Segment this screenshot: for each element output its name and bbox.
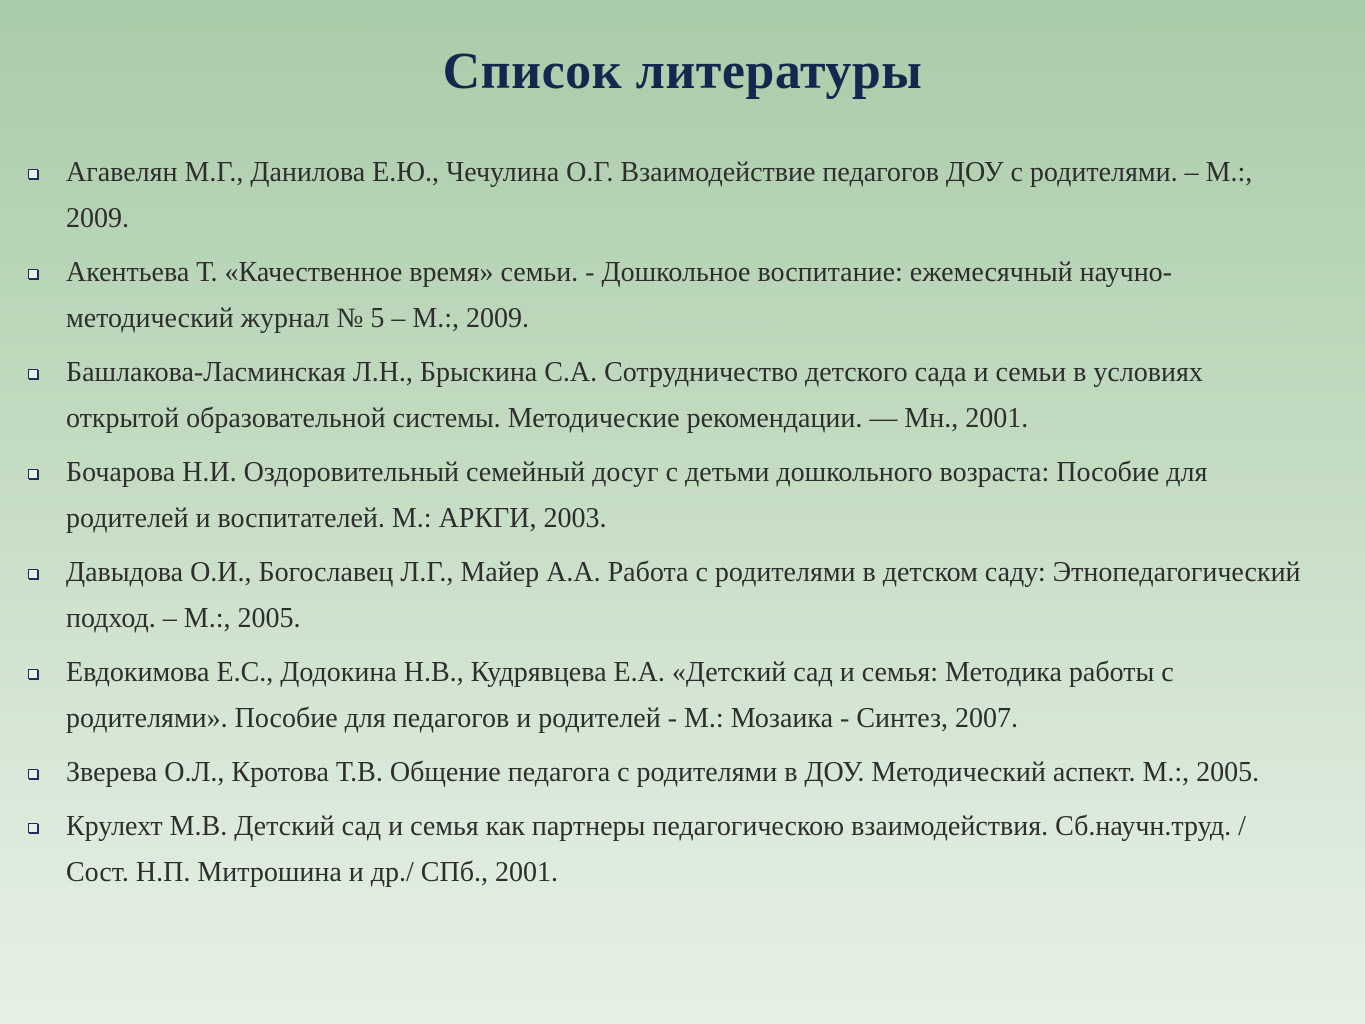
reference-text: Давыдова О.И., Богославец Л.Г., Майер А.А. Работа с родителями в детском саду: Этнопедагогический подход. – М.:, 2005. xyxy=(66,557,1301,634)
slide-title: Список литературы xyxy=(442,43,923,100)
square-bullet-icon xyxy=(28,769,38,779)
reference-list xyxy=(0,150,1365,904)
square-bullet-icon xyxy=(28,269,38,279)
reference-item xyxy=(0,750,1365,796)
reference-item xyxy=(0,450,1365,542)
reference-item xyxy=(0,650,1365,742)
square-bullet-icon xyxy=(28,569,38,579)
reference-text: Агавелян М.Г., Данилова Е.Ю., Чечулина О.Г. Взаимодействие педагогов ДОУ с родителями. – М.:, 2009. xyxy=(66,157,1253,234)
reference-item xyxy=(0,250,1365,342)
reference-item xyxy=(0,550,1365,642)
reference-text: Бочарова Н.И. Оздоровительный семейный досуг с детьми дошкольного возраста: Пособие для родителей и воспитателей. М.: АРКГИ, 2003. xyxy=(66,457,1208,534)
reference-text: Крулехт М.В. Детский сад и семья как партнеры педагогическою взаимодействия. Сб.научн.труд. / Сост. Н.П. Митрошина и др./ СПб., 2001. xyxy=(66,811,1246,888)
reference-item xyxy=(0,350,1365,442)
square-bullet-icon xyxy=(28,369,38,379)
square-bullet-icon xyxy=(28,823,38,833)
reference-text: Евдокимова Е.С., Додокина Н.В., Кудрявцева Е.А. «Детский сад и семья: Методика работы с родителями». Пособие для педагогов и родителей - М.: Мозаика - Синтез, 2007. xyxy=(66,657,1174,734)
square-bullet-icon xyxy=(28,169,38,179)
reference-text: Акентьева Т. «Качественное время» семьи. - Дошкольное воспитание: ежемесячный научно-методический журнал № 5 – М.:, 2009. xyxy=(66,257,1172,334)
square-bullet-icon xyxy=(28,669,38,679)
reference-item xyxy=(0,150,1365,242)
reference-text: Зверева О.Л., Кротова Т.В. Общение педагога с родителями в ДОУ. Методический аспект. М.:, 2005. xyxy=(66,757,1260,788)
square-bullet-icon xyxy=(28,469,38,479)
reference-text: Башлакова-Ласминская Л.Н., Брыскина С.А. Сотрудничество детского сада и семьи в условиях открытой образовательной системы. Методические рекомендации. — Мн., 2001. xyxy=(66,357,1203,434)
reference-item xyxy=(0,804,1365,896)
